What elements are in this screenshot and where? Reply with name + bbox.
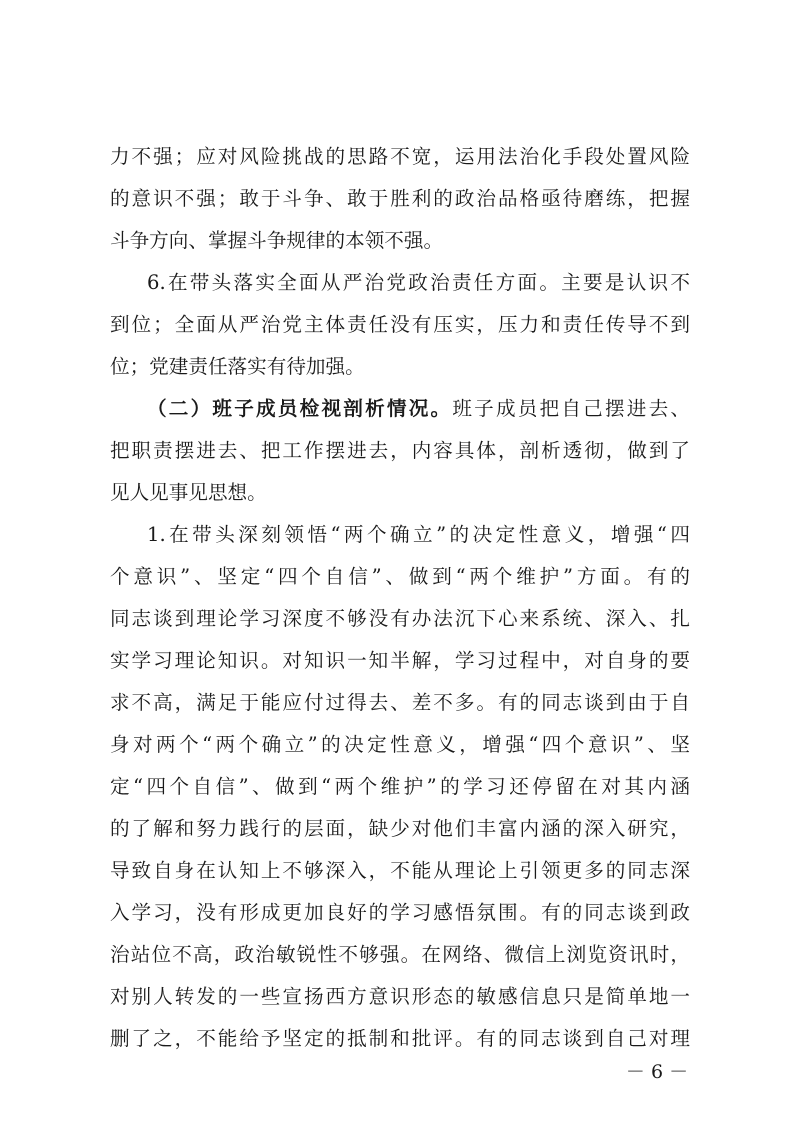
text-line: 个意识”、坚定“四个自信”、做到“两个维护”方面。有的 [110,565,690,588]
text-line: 把职责摆进去、把工作摆进去，内容具体，剖析透彻，做到了 [110,439,690,462]
text-line: 的了解和努力践行的层面，缺少对他们丰富内涵的深入研究， [110,817,690,840]
text-line: 力不强；应对风险挑战的思路不宽，运用法治化手段处置风险 [110,145,690,168]
text-line: 到位；全面从严治党主体责任没有压实，压力和责任传导不到 [110,313,690,336]
page-number: － 6 － [625,1061,689,1083]
text-line: 对别人转发的一些宣扬西方意识形态的敏感信息只是简单地一 [110,985,690,1008]
text-line: 身对两个“两个确立”的决定性意义，增强“四个意识”、坚 [110,733,690,756]
text-line: 实学习理论知识。对知识一知半解，学习过程中，对自身的要 [110,649,690,672]
text-line: 定“四个自信”、做到“两个维护”的学习还停留在对其内涵 [110,775,690,798]
text-line: 入学习，没有形成更加良好的学习感悟氛围。有的同志谈到政 [110,901,690,924]
text-line: 见人见事见思想。 [110,481,267,504]
text-line: 6.在带头落实全面从严治党政治责任方面。主要是认识不 [147,271,690,294]
text-line: 删了之，不能给予坚定的抵制和批评。有的同志谈到自己对理 [110,1027,690,1050]
text-line: 的意识不强；敢于斗争、敢于胜利的政治品格亟待磨练，把握 [110,187,690,210]
text-line: 导致自身在认知上不够深入，不能从理论上引领更多的同志深 [110,859,690,882]
text-line: 1.在带头深刻领悟“两个确立”的决定性意义，增强“四 [147,523,690,546]
text-line: 求不高，满足于能应付过得去、差不多。有的同志谈到由于自 [110,691,690,714]
heading-line-text: 班子成员把自己摆进去、 [452,397,690,420]
section-heading: （二）班子成员检视剖析情况。 [147,397,453,420]
text-line: 斗争方向、掌握斗争规律的本领不强。 [110,229,444,252]
text-line: 位；党建责任落实有待加强。 [110,355,365,378]
text-line: 治站位不高，政治敏锐性不够强。在网络、微信上浏览资讯时， [110,943,690,966]
section-heading-line [147,392,690,426]
text-line: 同志谈到理论学习深度不够没有办法沉下心来系统、深入、扎 [110,607,690,630]
